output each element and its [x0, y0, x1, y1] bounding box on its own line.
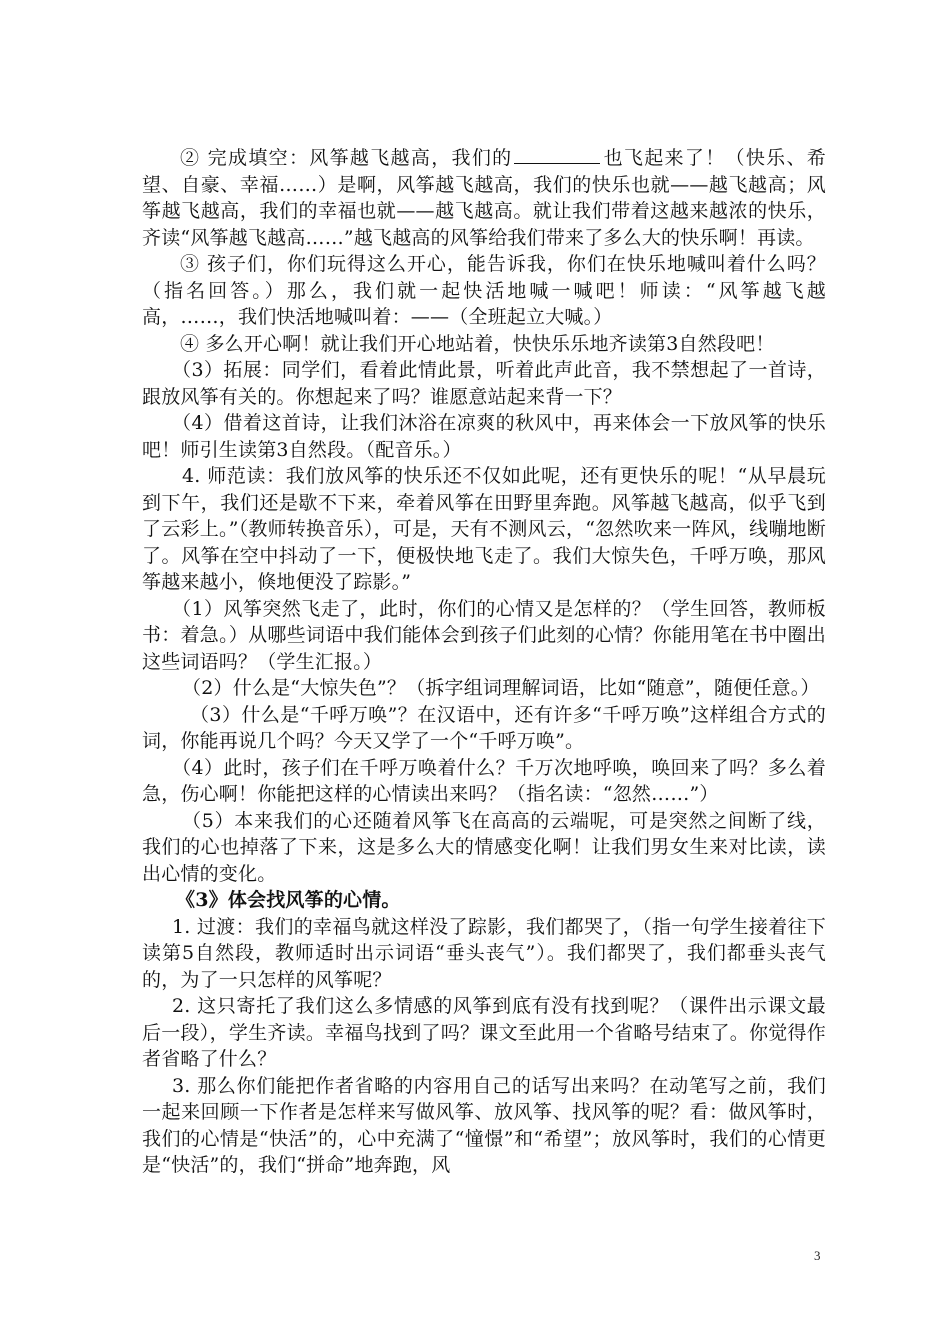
paragraph: ④ 多么开心啊！就让我们开心地站着，快快乐乐地齐读第3自然段吧！	[180, 332, 775, 355]
paragraph-fill-blank	[142, 145, 826, 251]
paragraph: 3. 那么你们能把作者省略的内容用自己的话写出来吗？在动笔写之前，我们一起来回顾一下作者是怎样来写做风筝、放风筝、找风筝的呢？看：做风筝时，我们的心情是“快活”的，心中充满了“憧憬”和“希望”；放风筝时，我们的心情更是“快活”的，我们“拼命”地奔跑，风	[142, 1074, 826, 1176]
paragraph: （4）借着这首诗，让我们沐浴在凉爽的秋风中，再来体会一下放风筝的快乐吧！师引生读第3自然段。（配音乐。）	[142, 412, 826, 461]
paragraph: （4）此时，孩子们在千呼万唤着什么？千万次地呼唤，唤回来了吗？多么着急，伤心啊！你能把这样的心情读出来吗？（指名读：“忽然……”）	[142, 756, 826, 805]
paragraph: （3）什么是“千呼万唤”？在汉语中，还有许多“千呼万唤”这样组合方式的词，你能再说几个吗？今天又学了一个“千呼万唤”。	[142, 703, 826, 752]
paragraph: （2）什么是“大惊失色”？（拆字组词理解词语，比如“随意”，随便任意。）	[182, 677, 820, 699]
paragraph: （5）本来我们的心还随着风筝飞在高高的云端呢，可是突然之间断了线，我们的心也掉落了下来，这是多么大的情感变化啊！让我们男女生来对比读，读出心情的变化。	[142, 809, 826, 885]
paragraph: 1. 过渡：我们的幸福鸟就这样没了踪影，我们都哭了，（指一句学生接着往下读第5自然段，教师适时出示词语“垂头丧气”）。我们都哭了，我们都垂头丧气的，为了一只怎样的风筝呢？	[142, 915, 826, 991]
document-body	[142, 145, 826, 1179]
paragraph: 2. 这只寄托了我们这么多情感的风筝到底有没有找到呢？（课件出示课文最后一段），学生齐读。幸福鸟找到了吗？课文至此用一个省略号结束了。你觉得作者省略了什么？	[142, 995, 826, 1070]
paragraph-text: 也飞起来了！（快乐、希望、自豪、幸福……）是啊，风筝越飞越高，我们的快乐也就——越飞越高；风筝越飞越高，我们的幸福也就——越飞越高。就让我们带着这越来越浓的快乐，齐读“风筝越飞越高……”越飞越高的风筝给我们带来了多么大的快乐啊！再读。	[142, 147, 826, 249]
paragraph: （1）风筝突然飞走了，此时，你们的心情又是怎样的？（学生回答，教师板书：着急。）从哪些词语中我们能体会到孩子们此刻的心情？你能用笔在书中圈出这些词语吗？（学生汇报。）	[142, 597, 826, 673]
paragraph: ③ 孩子们，你们玩得这么开心，能告诉我，你们在快乐地喊叫着什么吗？（指名回答。）那么，我们就一起快活地喊一喊吧！师读：“风筝越飞越高，……，我们快活地喊叫着：——（全班起立大喊。）	[142, 253, 826, 328]
paragraph: （3）拓展：同学们，看着此情此景，听着此声此音，我不禁想起了一首诗，跟放风筝有关的。你想起来了吗？谁愿意站起来背一下？	[142, 359, 826, 408]
paragraph-text: ② 完成填空：风筝越飞越高，我们的	[180, 147, 513, 169]
fill-in-blank-line	[514, 145, 600, 164]
section-heading: 《3》体会找风筝的心情。	[176, 889, 401, 911]
paragraph: 4. 师范读：我们放风筝的快乐还不仅如此呢，还有更快乐的呢！“从早晨玩到下午，我们还是歇不下来，牵着风筝在田野里奔跑。风筝越飞越高，似乎飞到了云彩上。”（教师转换音乐），可是，天有不测风云，“忽然吹来一阵风，线嘣地断了。风筝在空中抖动了一下，便极快地飞走了。我们大惊失色，千呼万唤，那风筝越来越小，倏地便没了踪影。”	[142, 465, 826, 593]
page-number: 3	[814, 1248, 821, 1263]
